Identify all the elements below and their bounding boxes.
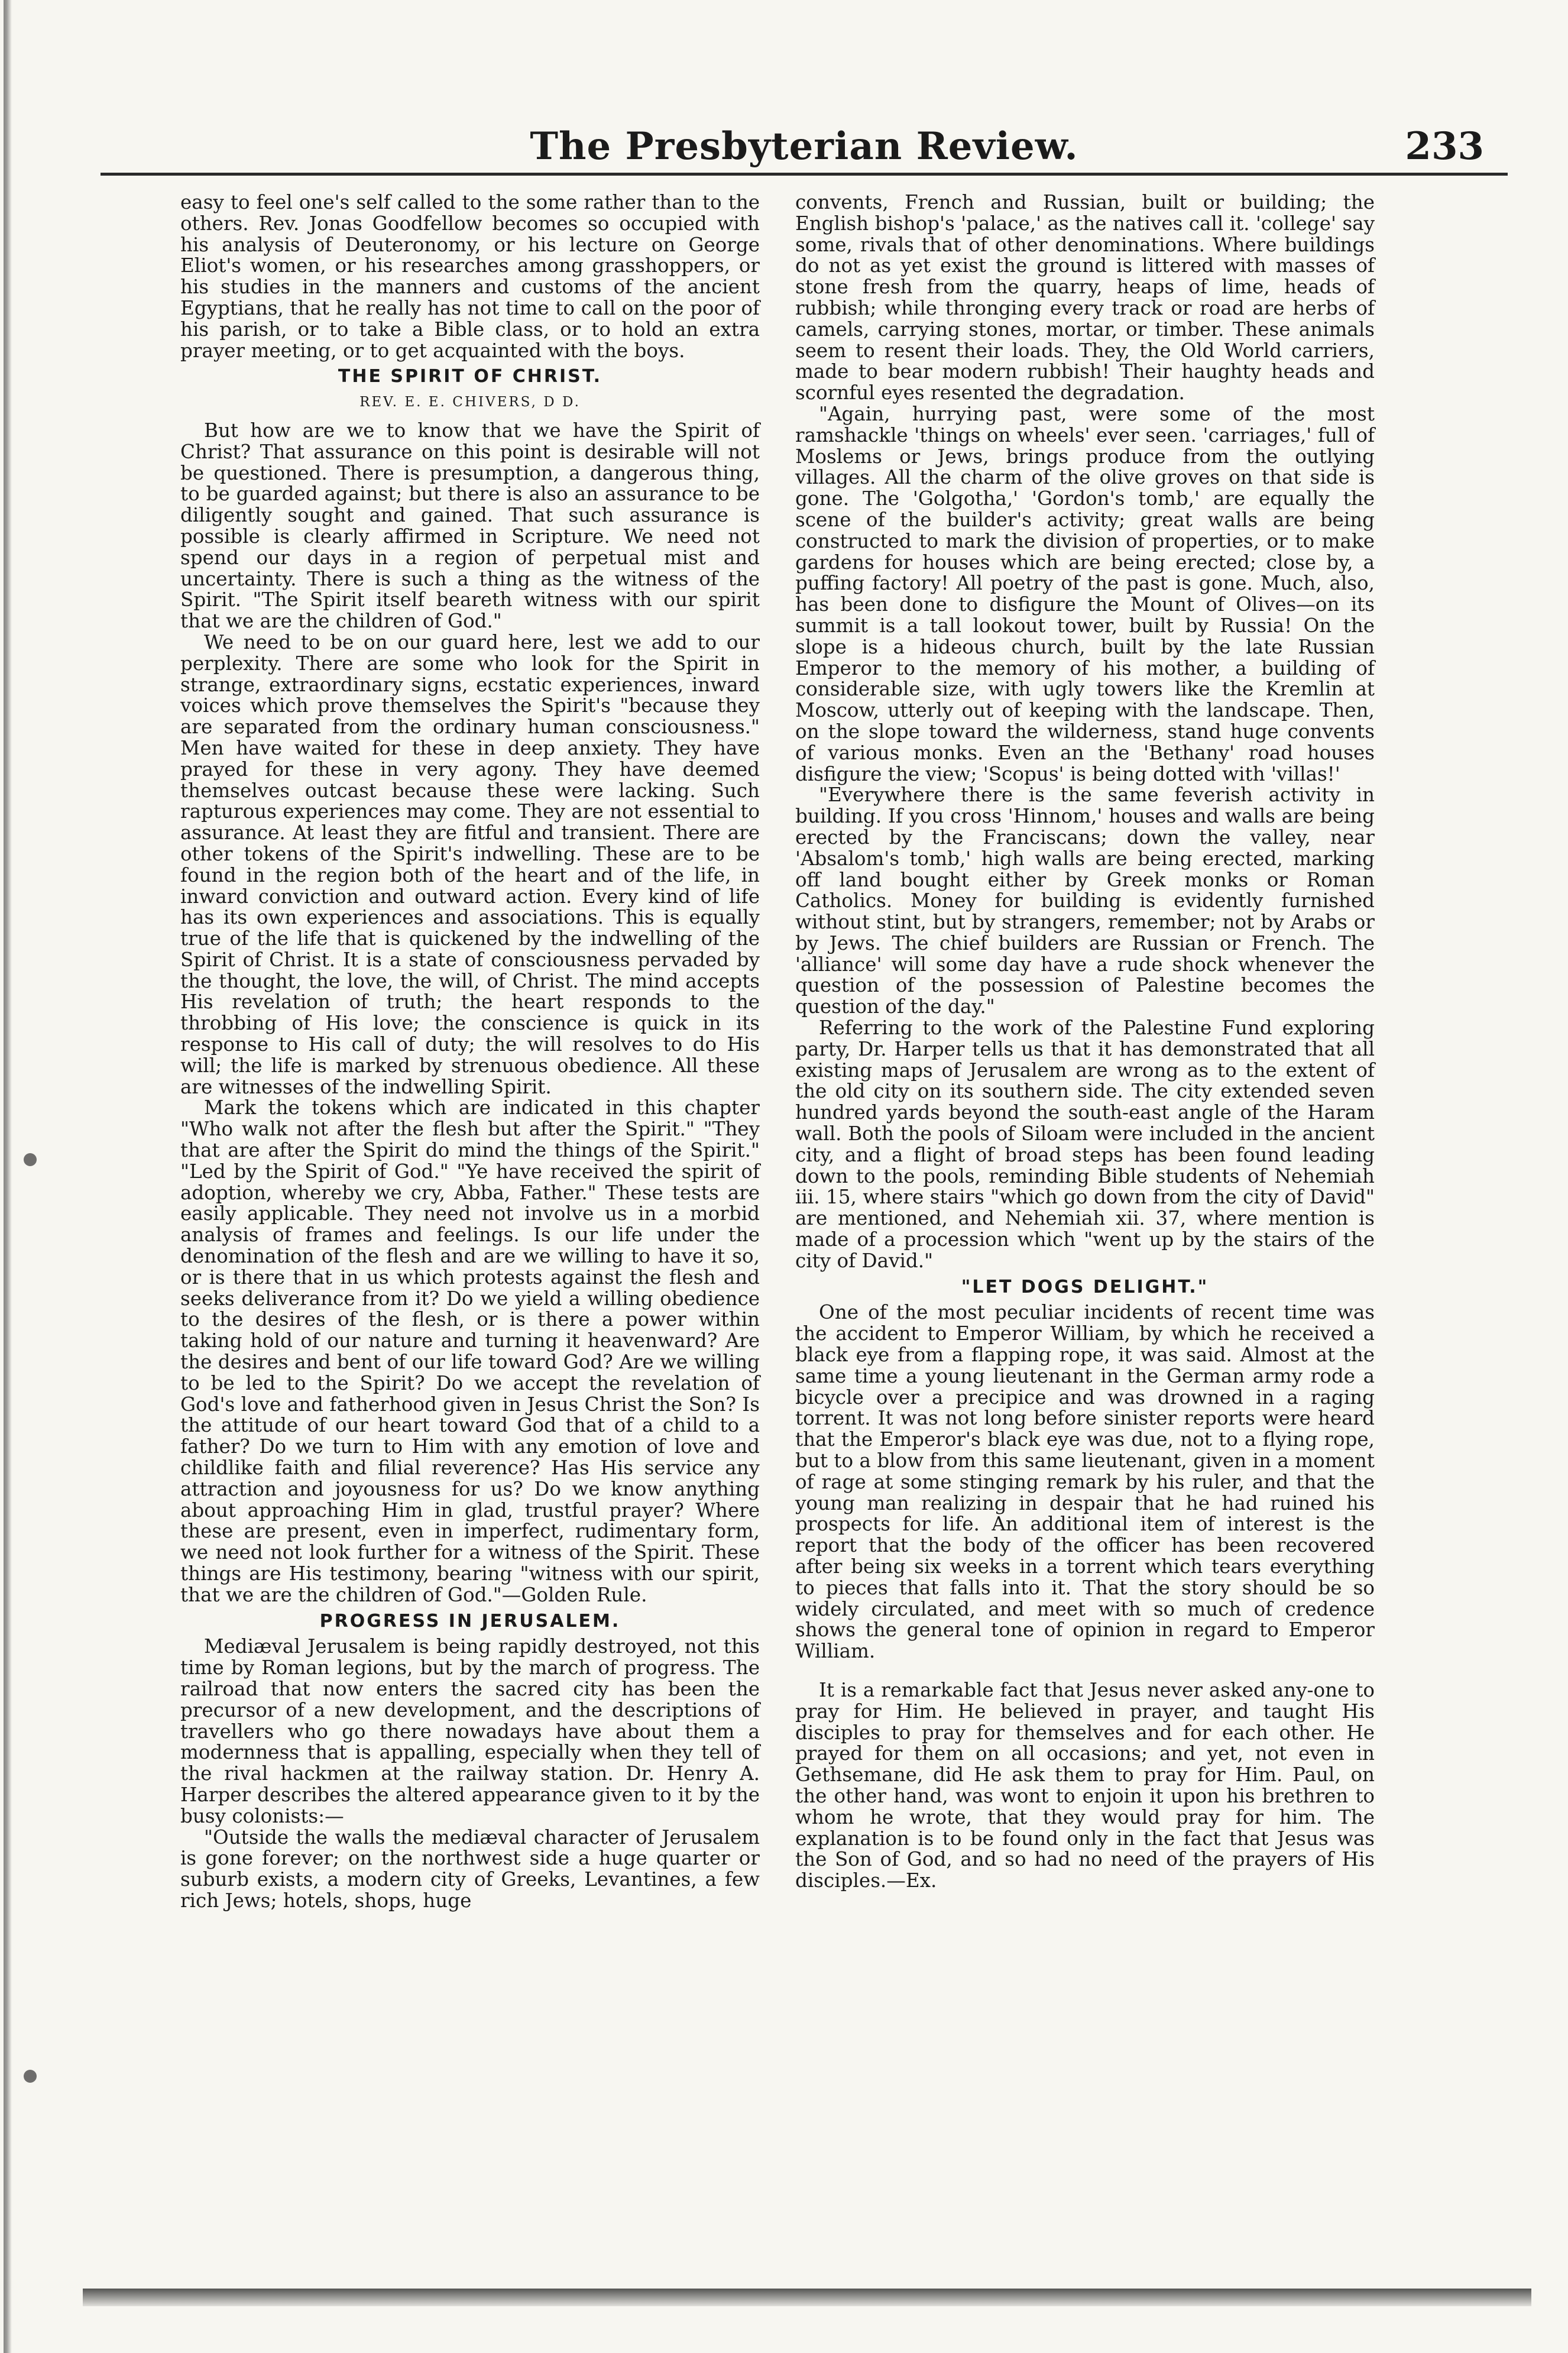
byline-author: REV. E. E. CHIVERS, D D. <box>359 394 581 410</box>
paragraph: Mark the tokens which are indicated in this chapter "Who walk not after the flesh but after the Spirit." "They that are after the Spirit do mind the things of the Spirit." "Led by the Spirit of God." "Ye have received the spirit of adoption, whereby we cry, Abba, Father." These tests are easily applicable. They need not involve us in a morbid analysis of frames and feelings. Is our life under the denomination of the flesh and are we willing to have it so, or is there that in us which protests against the flesh and seeks deliverance from it? Do we yield a willing obedience to the desires of the flesh, or is there a power within taking hold of our nature and turning it heavenward? Are the desires and bent of our life toward God? Are we willing to be led to the Spirit? Do we accept the revelation of God's love and fatherhood given in Jesus Christ the Son? Is the attitude of our heart toward God that of a child to a father? Do we turn to Him with any emotion of love and childlike faith and filial reverence? Has His service any attraction and joyousness for us? Do we know anything about approaching Him in glad, trustful prayer? Where these are present, even in imperfect, rudimentary form, we need not look further for a witness of the Spirit. These things are His testimony, bearing "witness with our spirit, that we are the children of God."—Golden Rule. <box>180 1096 760 1606</box>
paragraph: "Outside the walls the mediæval character of Jerusalem is gone forever; on the northwest side a huge quarter or suburb exists, a modern city of Greeks, Levantines, a few rich Jews; hotels, shops, huge <box>180 1826 760 1912</box>
right-column <box>795 192 1375 1892</box>
paragraph-continued: easy to feel one's self called to the some rather than to the others. Rev. Jonas Goodfellow becomes so occupied with his analysis of Deuteronomy, or his lecture on George Eliot's women, or his researches among grasshoppers, or his studies in the manners and customs of the ancient Egyptians, that he really has not time to call on the poor of his parish, or to take a Bible class, or to hold an extra prayer meeting, or to get acquainted with the boys. <box>180 191 760 362</box>
paragraph: One of the most peculiar incidents of recent time was the accident to Emperor William, by which he received a black eye from a flapping rope, it was said. Almost at the same time a young lieutenant in the German army rode a bicycle over a precipice and was drowned in a raging torrent. It was not long before sinister reports were heard that the Emperor's black eye was due, not to a flying rope, but to a blow from this same lieutenant, given in a moment of rage at some stinging remark by his ruler, and that the young man realizing in despair that he had ruined his prospects for life. An additional item of interest is the report that the body of the officer has been recovered after being six weeks in a torrent which tears everything to pieces that falls into it. That the story should be so widely circulated, and meet with so much of credence shows the general tone of opinion in regard to Emperor William. <box>795 1301 1375 1663</box>
binding-hole <box>24 1153 37 1166</box>
header-rule <box>101 173 1508 176</box>
paragraph: "Again, hurrying past, were some of the most ramshackle 'things on wheels' ever seen. 'carriages,' full of Moslems or Jews, brings produce from the outlying villages. All the charm of the olive groves on that side is gone. The 'Golgotha,' 'Gordon's tomb,' are equally the scene of the builder's activity; great walls are being constructed to mark the division of properties, or to make gardens for houses which are being erected; close by, a puffing factory! All poetry of the past is gone. Much, also, has been done to disfigure the Mount of Olives—on its summit is a tall lookout tower, built by Russia! On the slope is a hideous church, built by the late Russian Emperor to the memory of his mother, a building of considerable size, with ugly towers like the Kremlin at Moscow, utterly out of keeping with the landscape. Then, on the slope toward the wilderness, stand huge convents of various monks. Even an the 'Bethany' road houses disfigure the view; 'Scopus' is being dotted with 'villas!' <box>795 402 1375 785</box>
heading-progress-in-jerusalem: PROGRESS IN JERUSALEM. <box>319 1610 621 1632</box>
paragraph: "Everywhere there is the same feverish activity in building. If you cross 'Hinnom,' houses and walls are being erected by the Franciscans; down the valley, near 'Absalom's tomb,' high walls are being erected, marking off land bought either by Greek monks or Roman Catholics. Money for building is evidently furnished without stint, but by strangers, remember; not by Arabs or by Jews. The chief builders are Russian or French. The 'alliance' will some day have a rude shock whenever the question of the possession of Palestine becomes the question of the day." <box>795 784 1375 1018</box>
paragraph: It is a remarkable fact that Jesus never asked any-one to pray for Him. He believed in prayer, and taught His disciples to pray for themselves and for each other. He prayed for them on all occasions; and yet, not even in Gethsemane, did He ask them to pray for Him. Paul, on the other hand, was wont to enjoin it upon his brethren to whom he wrote, that they would pray for him. The explanation is to be found only in the fact that Jesus was the Son of God, and so had no need of the prayers of His disciples.—Ex. <box>795 1678 1375 1892</box>
binding-hole <box>24 2070 37 2083</box>
paragraph-continued: convents, French and Russian, built or building; the English bishop's 'palace,' as the natives call it. 'college' say some, rivals that of other denominations. Where buildings do not as yet exist the ground is littered with masses of stone fresh from the quarry, heaps of lime, heads of rubbish; while thronging every track or road are herbs of camels, carrying stones, mortar, or timber. These animals seem to resent their loads. They, the Old World carriers, made to bear modern rubbish! Their haughty heads and scornful eyes resented the degradation. <box>795 191 1375 404</box>
heading-spirit-of-christ: THE SPIRIT OF CHRIST. <box>338 366 602 387</box>
section-gap <box>795 1662 1375 1680</box>
paragraph: Referring to the work of the Palestine Fund exploring party, Dr. Harper tells us that it has demonstrated that all existing maps of Jerusalem are wrong as to the extent of the old city on its southern side. The city extended seven hundred yards beyond the south-east angle of the Haram wall. Both the pools of Siloam were included in the ancient city, and a flight of broad steps has been found leading down to the pools, reminding Bible students of Nehemiah iii. 15, where stairs "which go down from the city of David" are mentioned, and Nehemiah xii. 37, where mention is made of a procession which "went up by the stairs of the city of David." <box>795 1017 1375 1272</box>
page-edge-shadow <box>4 0 12 2353</box>
left-column <box>180 192 760 1912</box>
paragraph: But how are we to know that we have the Spirit of Christ? That assurance on this point is desirable will not be questioned. There is presumption, a dangerous thing, to be guarded against; but there is also an assurance to be diligently sought and gained. That such assurance is possible is clearly affirmed in Scripture. We need not spend our days in a region of perpetual mist and uncertainty. There is such a thing as the witness of the Spirit. "The Spirit itself beareth witness with our spirit that we are the children of God." <box>180 419 760 633</box>
heading-let-dogs-delight: "LET DOGS DELIGHT." <box>961 1276 1209 1297</box>
page-bottom-edge <box>83 2289 1531 2306</box>
journal-title: The Presbyterian Review. <box>530 124 1078 169</box>
paragraph: We need to be on our guard here, lest we add to our perplexity. There are some who look for the Spirit in strange, extraordinary signs, ecstatic experiences, inward voices which prove themselves the Spirit's "because they are separated from the ordinary human consciousness." Men have waited for these in deep anxiety. They have prayed for these in very agony. They have deemed themselves outcast because these were lacking. Such rapturous experiences may come. They are not essential to assurance. At least they are fitful and transient. There are other tokens of the Spirit's indwelling. These are to be found in the region both of the heart and of the life, in inward conviction and outward action. Every kind of life has its own experiences and associations. This is equally true of the life that is quickened by the indwelling of the Spirit of Christ. It is a state of consciousness pervaded by the thought, the love, the will, of Christ. The mind accepts His revelation of truth; the heart responds to the throbbing of His love; the conscience is quick in its response to His call of duty; the will resolves to do His will; the life is marked by strenuous obedience. All these are witnesses of the indwelling Spirit. <box>180 630 760 1098</box>
page-number: 233 <box>1405 124 1484 169</box>
paragraph: Mediæval Jerusalem is being rapidly destroyed, not this time by Roman legions, but by the march of progress. The railroad that now enters the sacred city has been the precursor of a new development, and the descriptions of travellers who go there nowadays have about them a modernness that is appalling, especially when they tell of the rival hackmen at the railway station. Dr. Henry A. Harper describes the altered appearance given to it by the busy colonists:— <box>180 1635 760 1827</box>
running-header <box>101 124 1508 171</box>
